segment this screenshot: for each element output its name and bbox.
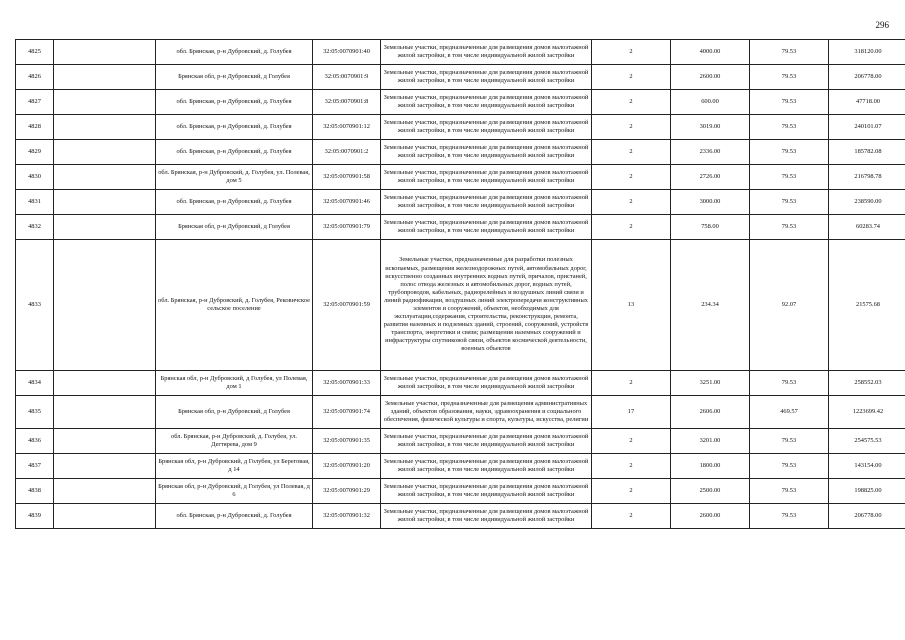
address-cell: обл. Брянская, р-н Дубровский, д. Голубея — [156, 140, 313, 165]
row-number-cell: 4832 — [16, 215, 54, 240]
empty-cell — [54, 240, 156, 371]
empty-cell — [54, 190, 156, 215]
unit-price-cell: 79.53 — [750, 140, 829, 165]
row-number-cell: 4837 — [16, 454, 54, 479]
table-row — [16, 479, 905, 504]
address-cell: обл. Брянская, р-н Дубровский, д. Голубея, ул. Дегтярева, дом 9 — [156, 429, 313, 454]
unit-price-cell: 79.53 — [750, 504, 829, 529]
unit-price-cell: 79.53 — [750, 215, 829, 240]
row-number-cell: 4830 — [16, 165, 54, 190]
cadastral-number-cell: 32:05:0070901:32 — [313, 504, 381, 529]
unit-price-cell: 79.53 — [750, 371, 829, 396]
row-number-cell: 4834 — [16, 371, 54, 396]
permitted-use-cell: Земельные участки, предназначенные для размещения домов малоэтажной жилой застройки, в том числе индивидуальной жилой застройки — [381, 165, 592, 190]
category-cell: 2 — [592, 371, 671, 396]
empty-cell — [54, 371, 156, 396]
area-cell: 2726.00 — [671, 165, 750, 190]
empty-cell — [54, 504, 156, 529]
category-cell: 2 — [592, 454, 671, 479]
cadastral-number-cell: 32:05:0070901:12 — [313, 115, 381, 140]
address-cell: Брянская обл, р-н Дубровский, д Голубея, ул Полевая, дом 1 — [156, 371, 313, 396]
cadastral-number-cell: 32:05:0070901:9 — [313, 65, 381, 90]
table-row — [16, 65, 905, 90]
permitted-use-cell: Земельные участки, предназначенные для размещения домов малоэтажной жилой застройки, в том числе индивидуальной жилой застройки — [381, 215, 592, 240]
permitted-use-cell: Земельные участки, предназначенные для размещения домов малоэтажной жилой застройки, в том числе индивидуальной жилой застройки — [381, 429, 592, 454]
cadastral-number-cell: 32:05:0070901:2 — [313, 140, 381, 165]
empty-cell — [54, 65, 156, 90]
category-cell: 2 — [592, 115, 671, 140]
row-number-cell: 4828 — [16, 115, 54, 140]
area-cell: 1800.00 — [671, 454, 750, 479]
unit-price-cell: 79.53 — [750, 115, 829, 140]
permitted-use-cell: Земельные участки, предназначенные для размещения домов малоэтажной жилой застройки, в том числе индивидуальной жилой застройки — [381, 454, 592, 479]
area-cell: 234.34 — [671, 240, 750, 371]
cadastral-number-cell: 32:05:0070901:33 — [313, 371, 381, 396]
permitted-use-cell: Земельные участки, предназначенные для размещения домов малоэтажной жилой застройки, в том числе индивидуальной жилой застройки — [381, 190, 592, 215]
row-number-cell: 4833 — [16, 240, 54, 371]
category-cell: 13 — [592, 240, 671, 371]
row-number-cell: 4836 — [16, 429, 54, 454]
category-cell: 17 — [592, 396, 671, 429]
table-row — [16, 140, 905, 165]
unit-price-cell: 79.53 — [750, 65, 829, 90]
table-row — [16, 504, 905, 529]
permitted-use-cell: Земельные участки, предназначенные для размещения домов малоэтажной жилой застройки, в том числе индивидуальной жилой застройки — [381, 479, 592, 504]
address-cell: Брянская обл, р-н Дубровский, д Голубея — [156, 65, 313, 90]
area-cell: 2500.00 — [671, 479, 750, 504]
permitted-use-cell: Земельные участки, предназначенные для размещения домов малоэтажной жилой застройки, в том числе индивидуальной жилой застройки — [381, 65, 592, 90]
area-cell: 758.00 — [671, 215, 750, 240]
unit-price-cell: 79.53 — [750, 454, 829, 479]
table-row — [16, 115, 905, 140]
empty-cell — [54, 454, 156, 479]
cadastral-number-cell: 32:05:0070901:74 — [313, 396, 381, 429]
cadastral-number-cell: 32:05:0070901:59 — [313, 240, 381, 371]
permitted-use-cell: Земельные участки, предназначенные для размещения домов малоэтажной жилой застройки, в том числе индивидуальной жилой застройки — [381, 504, 592, 529]
area-cell: 3019.00 — [671, 115, 750, 140]
unit-price-cell: 79.53 — [750, 165, 829, 190]
registry-table-body — [16, 40, 905, 529]
area-cell: 600.00 — [671, 90, 750, 115]
permitted-use-cell: Земельные участки, предназначенные для размещения административных зданий, объектов образования, науки, здравоохранения и социального обеспечения, физической культуры и спорта, культуры, искусства, религии — [381, 396, 592, 429]
address-cell: обл. Брянская, р-н Дубровский, д. Голубея — [156, 90, 313, 115]
permitted-use-cell: Земельные участки, предназначенные для размещения домов малоэтажной жилой застройки, в том числе индивидуальной жилой застройки — [381, 40, 592, 65]
land-registry-table — [15, 39, 905, 529]
address-cell: Брянская обл, р-н Дубровский, д Голубея — [156, 396, 313, 429]
address-cell: Брянская обл, р-н Дубровский, д Голубея, ул Береговая, д 14 — [156, 454, 313, 479]
table-row — [16, 429, 905, 454]
area-cell: 2600.00 — [671, 504, 750, 529]
category-cell: 2 — [592, 504, 671, 529]
area-cell: 3251.00 — [671, 371, 750, 396]
cadastral-cost-cell: 21575.68 — [829, 240, 905, 371]
row-number-cell: 4826 — [16, 65, 54, 90]
permitted-use-cell: Земельные участки, предназначенные для разработки полезных ископаемых, размещения железнодорожных путей, автомобильных дорог, искусственно созданных внутренних водных путей, причалов, пристаней, полос отвода железных и автомобильных дорог, водных путей, трубопроводов, кабельных, радиорелейных и воздушных линий связи и линий радиофикации, воздушных линий электропередачи конструктивных элементов и сооружений, объектов, необходимых для эксплуатации,содержания, строительства, реконструкции, ремонта, развития наземных и подземных зданий, строений, сооружений, устройств транспорта, энергетики и связи; размещения наземных сооружений и инфраструктуры спутниковой связи, объектов космической деятельности, военных объектов — [381, 240, 592, 371]
cadastral-cost-cell: 198825.00 — [829, 479, 905, 504]
empty-cell — [54, 115, 156, 140]
category-cell: 2 — [592, 215, 671, 240]
empty-cell — [54, 215, 156, 240]
table-row — [16, 240, 905, 371]
area-cell: 2336.00 — [671, 140, 750, 165]
table-row — [16, 190, 905, 215]
table-row — [16, 90, 905, 115]
category-cell: 2 — [592, 479, 671, 504]
empty-cell — [54, 396, 156, 429]
cadastral-cost-cell: 318120.00 — [829, 40, 905, 65]
empty-cell — [54, 90, 156, 115]
table-row — [16, 371, 905, 396]
address-cell: обл. Брянская, р-н Дубровский, д. Голубея — [156, 190, 313, 215]
row-number-cell: 4829 — [16, 140, 54, 165]
row-number-cell: 4827 — [16, 90, 54, 115]
category-cell: 2 — [592, 65, 671, 90]
row-number-cell: 4838 — [16, 479, 54, 504]
cadastral-cost-cell: 240101.07 — [829, 115, 905, 140]
empty-cell — [54, 429, 156, 454]
empty-cell — [54, 479, 156, 504]
address-cell: обл. Брянская, р-н Дубровский, д. Голубея — [156, 40, 313, 65]
cadastral-number-cell: 32:05:0070901:8 — [313, 90, 381, 115]
unit-price-cell: 79.53 — [750, 190, 829, 215]
row-number-cell: 4831 — [16, 190, 54, 215]
table-row — [16, 215, 905, 240]
area-cell: 3201.00 — [671, 429, 750, 454]
table-row — [16, 165, 905, 190]
cadastral-number-cell: 32:05:0070901:40 — [313, 40, 381, 65]
cadastral-cost-cell: 1223699.42 — [829, 396, 905, 429]
cadastral-cost-cell: 60283.74 — [829, 215, 905, 240]
cadastral-cost-cell: 258552.03 — [829, 371, 905, 396]
area-cell: 2600.00 — [671, 65, 750, 90]
empty-cell — [54, 165, 156, 190]
category-cell: 2 — [592, 90, 671, 115]
cadastral-number-cell: 32:05:0070901:79 — [313, 215, 381, 240]
unit-price-cell: 79.53 — [750, 479, 829, 504]
unit-price-cell: 92.07 — [750, 240, 829, 371]
cadastral-cost-cell: 254575.53 — [829, 429, 905, 454]
permitted-use-cell: Земельные участки, предназначенные для размещения домов малоэтажной жилой застройки, в том числе индивидуальной жилой застройки — [381, 371, 592, 396]
unit-price-cell: 79.53 — [750, 429, 829, 454]
cadastral-cost-cell: 185782.08 — [829, 140, 905, 165]
cadastral-cost-cell: 206778.00 — [829, 504, 905, 529]
cadastral-number-cell: 32:05:0070901:46 — [313, 190, 381, 215]
permitted-use-cell: Земельные участки, предназначенные для размещения домов малоэтажной жилой застройки, в том числе индивидуальной жилой застройки — [381, 140, 592, 165]
address-cell: обл. Брянская, р-н Дубровский, д. Голубея — [156, 504, 313, 529]
category-cell: 2 — [592, 190, 671, 215]
table-row — [16, 454, 905, 479]
address-cell: Брянская обл, р-н Дубровский, д Голубея — [156, 215, 313, 240]
empty-cell — [54, 140, 156, 165]
cadastral-number-cell: 32:05:0070901:20 — [313, 454, 381, 479]
cadastral-number-cell: 32:05:0070901:58 — [313, 165, 381, 190]
address-cell: обл. Брянская, р-н Дубровский, д. Голубея, ул. Полевая, дом 5 — [156, 165, 313, 190]
cadastral-cost-cell: 47718.00 — [829, 90, 905, 115]
table-row — [16, 40, 905, 65]
empty-cell — [54, 40, 156, 65]
category-cell: 2 — [592, 165, 671, 190]
address-cell: Брянская обл, р-н Дубровский, д Голубея, ул Полевая, д 6 — [156, 479, 313, 504]
area-cell: 2606.00 — [671, 396, 750, 429]
unit-price-cell: 79.53 — [750, 40, 829, 65]
permitted-use-cell: Земельные участки, предназначенные для размещения домов малоэтажной жилой застройки, в том числе индивидуальной жилой застройки — [381, 115, 592, 140]
category-cell: 2 — [592, 140, 671, 165]
row-number-cell: 4825 — [16, 40, 54, 65]
area-cell: 4000.00 — [671, 40, 750, 65]
permitted-use-cell: Земельные участки, предназначенные для размещения домов малоэтажной жилой застройки, в том числе индивидуальной жилой застройки — [381, 90, 592, 115]
page-number: 296 — [875, 20, 889, 30]
cadastral-number-cell: 32:05:0070901:35 — [313, 429, 381, 454]
address-cell: обл. Брянская, р-н Дубровский, д. Голубея, Рековичское сельское поселение — [156, 240, 313, 371]
cadastral-cost-cell: 216798.78 — [829, 165, 905, 190]
row-number-cell: 4839 — [16, 504, 54, 529]
row-number-cell: 4835 — [16, 396, 54, 429]
cadastral-number-cell: 32:05:0070901:29 — [313, 479, 381, 504]
category-cell: 2 — [592, 40, 671, 65]
address-cell: обл. Брянская, р-н Дубровский, д. Голубея — [156, 115, 313, 140]
area-cell: 3000.00 — [671, 190, 750, 215]
category-cell: 2 — [592, 429, 671, 454]
unit-price-cell: 79.53 — [750, 90, 829, 115]
cadastral-cost-cell: 206778.00 — [829, 65, 905, 90]
table-row — [16, 396, 905, 429]
unit-price-cell: 469.57 — [750, 396, 829, 429]
cadastral-cost-cell: 238590.00 — [829, 190, 905, 215]
cadastral-cost-cell: 143154.00 — [829, 454, 905, 479]
